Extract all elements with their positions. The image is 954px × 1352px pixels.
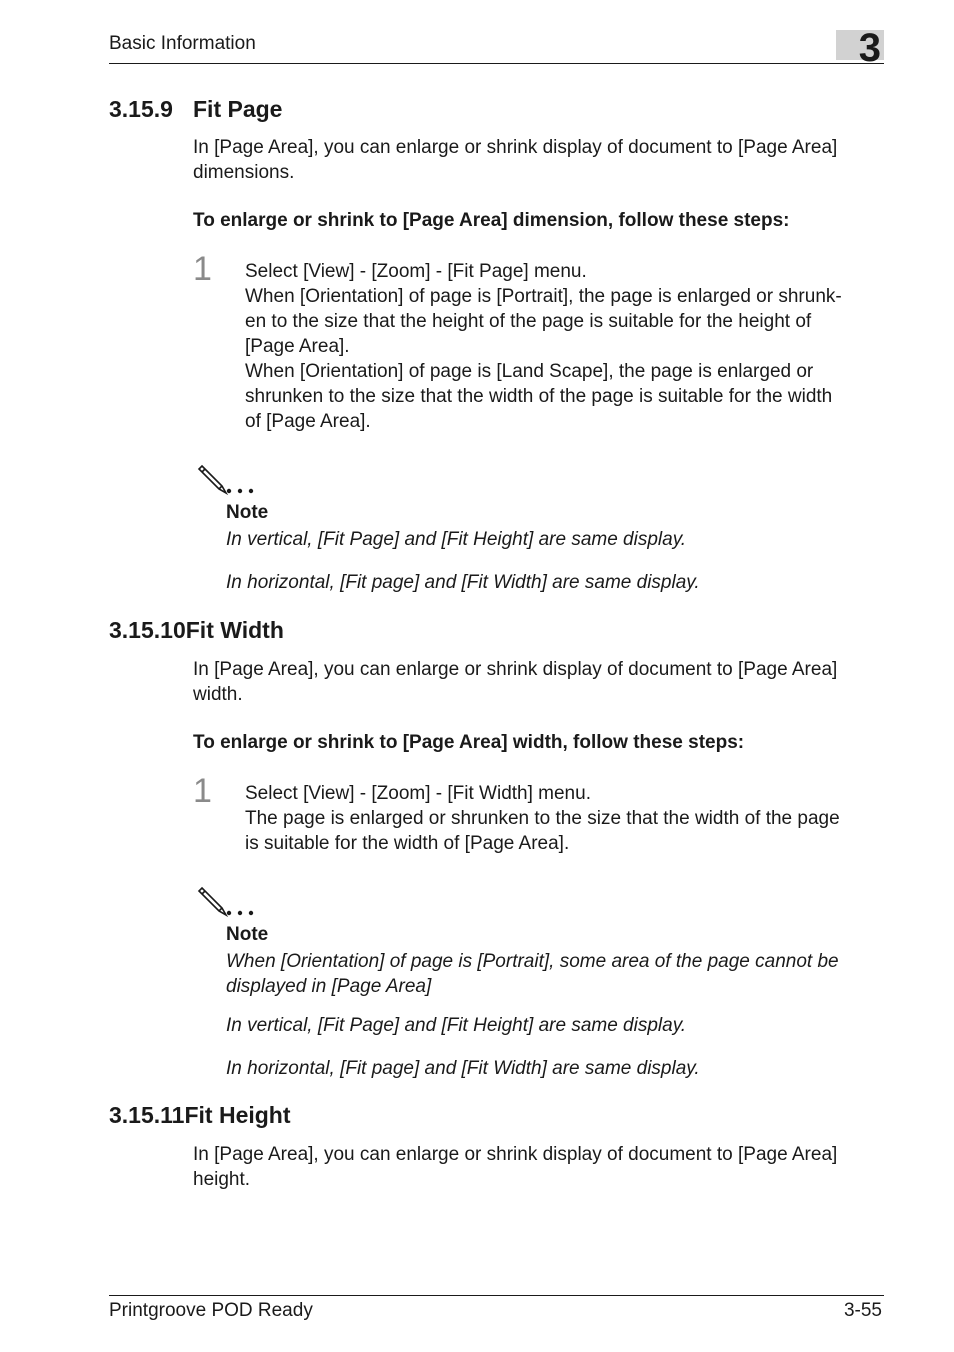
intro-line: dimensions. <box>193 162 295 183</box>
intro-line: In [Page Area], you can enlarge or shrink display of document to [Page Area] <box>193 1144 838 1165</box>
note-text <box>226 527 886 552</box>
steps-lead: To enlarge or shrink to [Page Area] width, follow these steps: <box>193 732 745 753</box>
note-text <box>226 949 886 999</box>
note-label: Note <box>226 924 269 945</box>
step-line: of [Page Area]. <box>245 411 371 432</box>
note-label: Note <box>226 502 269 523</box>
note-line: In vertical, [Fit Page] and [Fit Height] are same display. <box>226 1015 687 1036</box>
step-line: When [Orientation] of page is [Portrait], the page is enlarged or shrunk- <box>245 286 842 307</box>
step-line: The page is enlarged or shrunken to the size that the width of the page <box>245 808 840 829</box>
intro-line: In [Page Area], you can enlarge or shrink display of document to [Page Area] <box>193 137 838 158</box>
section-intro <box>193 1142 883 1192</box>
section-heading-fit-width <box>109 617 284 644</box>
step-number: 1 <box>193 772 212 810</box>
note-line: In horizontal, [Fit page] and [Fit Width] are same display. <box>226 1058 700 1079</box>
section-heading-fit-height <box>109 1102 291 1129</box>
chapter-tab <box>836 26 884 70</box>
note-line: When [Orientation] of page is [Portrait], some area of the page cannot be <box>226 951 839 972</box>
section-number: 3.15.9 <box>109 96 173 122</box>
step-text <box>245 259 885 434</box>
intro-line: In [Page Area], you can enlarge or shrink display of document to [Page Area] <box>193 659 838 680</box>
chapter-number: 3 <box>858 26 881 70</box>
section-heading-fit-page <box>109 96 282 123</box>
note-text <box>226 1013 886 1038</box>
pencil-note-icon <box>196 462 260 496</box>
header-title: Basic Information <box>109 33 256 54</box>
intro-line: height. <box>193 1169 251 1190</box>
note-line: In horizontal, [Fit page] and [Fit Width] are same display. <box>226 572 700 593</box>
footer-product: Printgroove POD Ready <box>109 1300 313 1321</box>
note-text <box>226 570 886 595</box>
step-line: en to the size that the height of the page is suitable for the height of <box>245 311 812 332</box>
section-title: Fit Width <box>185 617 284 643</box>
section-title: Fit Page <box>193 96 283 122</box>
step-number: 1 <box>193 250 212 288</box>
step-line: Select [View] - [Zoom] - [Fit Width] menu. <box>245 783 591 804</box>
steps-lead: To enlarge or shrink to [Page Area] dimension, follow these steps: <box>193 210 790 231</box>
section-number: 3.15.11 <box>109 1102 185 1128</box>
section-number: 3.15.10 <box>109 617 186 643</box>
step-line: [Page Area]. <box>245 336 350 357</box>
page-footer <box>109 1295 884 1321</box>
step-line: Select [View] - [Zoom] - [Fit Page] menu. <box>245 261 587 282</box>
note-line: displayed in [Page Area] <box>226 976 432 997</box>
step-line: is suitable for the width of [Page Area]. <box>245 833 570 854</box>
section-intro <box>193 657 883 707</box>
note-line: In vertical, [Fit Page] and [Fit Height] are same display. <box>226 529 687 550</box>
step-line: When [Orientation] of page is [Land Scape], the page is enlarged or <box>245 361 814 382</box>
page-header <box>109 26 884 70</box>
intro-line: width. <box>193 684 243 705</box>
step-text <box>245 781 885 856</box>
pencil-note-icon <box>196 884 260 918</box>
section-intro <box>193 135 883 185</box>
footer-page-number: 3-55 <box>843 1300 882 1321</box>
note-text <box>226 1056 886 1081</box>
section-title: Fit Height <box>184 1102 291 1128</box>
step-line: shrunken to the size that the width of the page is suitable for the width <box>245 386 833 407</box>
